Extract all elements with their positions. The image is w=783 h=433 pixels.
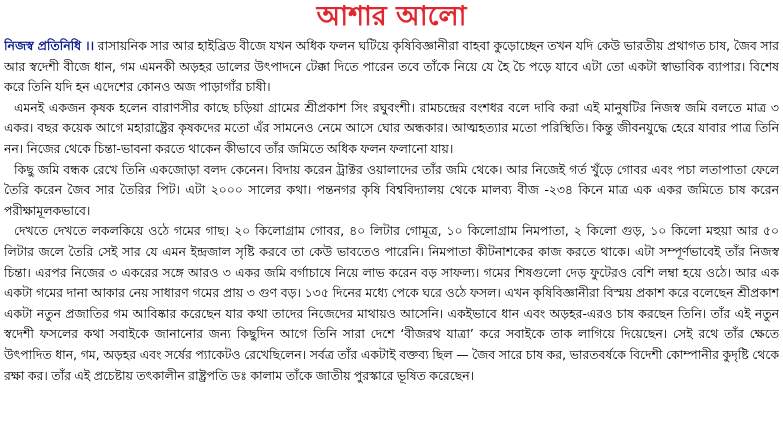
headline: আশার আলো: [316, 1, 467, 32]
paragraph-3: কিছু জমি বন্ধক রেখে তিনি একজোড়া বলদ কেনেন। বিদায় করেন ট্রাক্টর ওয়ালাদের তাঁর জমি থেকে। আর নিজেই গর্ত খুঁড়ে গোবর এবং পচা লতাপাতা ফেলে তৈরি করেন জৈব সার তৈরির পিট। এটা ২০০০ সালের কথা। পন্তনগর কৃষি বিশ্ববিদ্যালয় থেকে মালব্য বীজ -২৩৪ কিনে মাত্র এক একর জমিতে চাষ করেন পরীক্ষামূলকভাবে।: [4, 161, 779, 218]
paragraph-4: দেখতে দেখতে লকলকিয়ে ওঠে গমের গাছ। ২০ কিলোগ্রাম গোবর, ৪০ লিটার গোমূত্র, ১০ কিলোগ্রাম নিমপাতা, ২ কিলো গুড়, ১০ কিলো মহুয়া আর ৫০ লিটার জলে তৈরি সেই সার যে এমন ইন্দ্রজাল সৃষ্টি করবে তা কেউ ভাবতেও পারেনি। নিমপাতা কীটনাশকের কাজ করতে থাকে। এটা সম্পূর্ণভাবেই তাঁর নিজস্ব চিন্তা। এরপর নিজের ৩ একরের সঙ্গে আরও ৩ একর জমি বর্গাচাষে নিয়ে লাভ করেন বড় সাফল্য। গমের শিষগুলো দেড় ফুটেরও বেশি লম্বা হয়ে ওঠে। আর এক একটা গমের দানা আকার নেয় সাধারণ গমের প্রায় ৩ গুণ বড়। ১৩৫ দিনের মধ্যে পেকে ঘরে ওঠে ফসল। এখন কৃষিবিজ্ঞানীরা বিস্ময় প্রকাশ করে বলেছেন শ্রীপ্রকাশ একটা নতুন প্রজাতির গম আবিষ্কার করেছেন যার কথা তাদের নিজেদের মাথায়ও আসেনি। একইভাবে ধান এবং অড়হর-এরও চাষ করছেন তিনি। তাঁর এই নতুন স্বদেশী ফসলের কথা সবাইকে জানানোর জন্য কিছুদিন আগে তিনি সারা দেশে ‘বীজরথ যাত্রা’ করে সবাইকে তাক লাগিয়ে দিয়েছেন। সেই রথে তাঁর ক্ষেতে উৎপাদিত ধান, গম, অড়হর এবং সর্ষের প্যাকেটও রেখেছিলেন। সর্বত্র তাঁর একটাই বক্তব্য ছিল — জৈব সারে চাষ কর, ভারতবর্ষকে বিদেশী কোম্পানীর কুদৃষ্টি থেকে রক্ষা কর। তাঁর এই প্রচেষ্টায় তৎকালীন রাষ্ট্রপতি ডঃ কালাম তাঁকে জাতীয় পুরস্কারে ভূষিত করেছেন।: [4, 223, 779, 383]
paragraph-1-text: রাসায়নিক সার আর হাইব্রিড বীজে যখন অধিক ফলন ঘটিয়ে কৃষিবিজ্ঞানীরা বাহবা কুড়োচ্ছেন তখন যদি কেউ ভারতীয় প্রথাগত চাষ, জৈব সার আর স্বদেশী বীজে ধান, গম এমনকী অড়হর ডালের উৎপাদনে টেক্কা দিতে পারেন তবে তাঁকে নিয়ে যে হৈ চৈ পড়ে যাবে এটা তো একটা স্বাভাবিক ব্যাপার। বিশেষ করে তিনি যদি হন এদেশের কোনও অজ পাড়াগাঁর চাষী।: [4, 38, 779, 95]
byline: নিজস্ব প্রতিনিধি ।।: [4, 38, 94, 53]
paragraph-2: এমনই একজন কৃষক হলেন বারাণসীর কাছে চড়িয়া গ্রামের শ্রীপ্রকাশ সিং রঘুবংশী। রামচন্দ্রের বংশধর বলে দাবি করা এই মানুষটির নিজস্ব জমি বলতে মাত্র ৩ একর। বছর কয়েক আগে মহারাষ্ট্রের কৃষকদের মতো এঁর সামনেও নেমে আসে ঘোর অন্ধকার। আত্মহত্যার মতো পরিস্থিতি। কিন্তু জীবনযুদ্ধে হেরে যাবার পাত্র তিনি নন। নিজের থেকে চিন্তা-ভাবনা করতে থাকেন কীভাবে তাঁর জমিতে অধিক ফলন ফলানো যায়।: [4, 99, 779, 156]
article: [4, 0, 779, 433]
paragraph-1: [4, 36, 779, 98]
